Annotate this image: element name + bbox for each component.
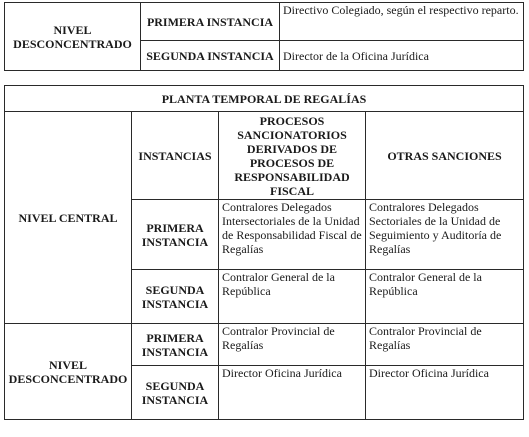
procesos-cell: Contralores Delegados Intersectoriales de la Unidad de Responsabilidad Fiscal de Regalías — [219, 200, 366, 270]
otras-cell: Contralor Provincial de Regalías — [366, 324, 524, 366]
header-procesos: PROCESOS SANCIONATORIOS DERIVADOS DE PROCESOS DE RESPONSABILIDAD FISCAL — [219, 112, 366, 200]
desconcentrado-table — [4, 2, 524, 71]
authority-cell: Directivo Colegiado, según el respectivo reparto. — [280, 3, 524, 41]
procesos-cell: Contralor General de la República — [219, 270, 366, 324]
otras-cell: Contralor General de la República — [366, 270, 524, 324]
otras-cell: Contralores Delegados Sectoriales de la Unidad de Seguimiento y Auditoría de Regalías — [366, 200, 524, 270]
instance-label: PRIMERA INSTANCIA — [132, 324, 219, 366]
instance-label: PRIMERA INSTANCIA — [141, 3, 280, 41]
procesos-cell: Director Oficina Jurídica — [219, 366, 366, 420]
instance-label: SEGUNDA INSTANCIA — [141, 41, 280, 71]
instance-label: SEGUNDA INSTANCIA — [132, 366, 219, 420]
instance-label: PRIMERA INSTANCIA — [132, 200, 219, 270]
header-instancias: INSTANCIAS — [132, 112, 219, 200]
level-label: NIVEL DESCONCENTRADO — [5, 3, 141, 71]
regalias-table — [4, 85, 524, 420]
instance-label: SEGUNDA INSTANCIA — [132, 270, 219, 324]
header-otras: OTRAS SANCIONES — [366, 112, 524, 200]
otras-cell: Director Oficina Jurídica — [366, 366, 524, 420]
level-label: NIVEL CENTRAL — [5, 112, 132, 324]
table-title: PLANTA TEMPORAL DE REGALÍAS — [5, 86, 524, 112]
procesos-cell: Contralor Provincial de Regalías — [219, 324, 366, 366]
level-label: NIVEL DESCONCENTRADO — [5, 324, 132, 420]
authority-cell: Director de la Oficina Jurídica — [280, 41, 524, 71]
